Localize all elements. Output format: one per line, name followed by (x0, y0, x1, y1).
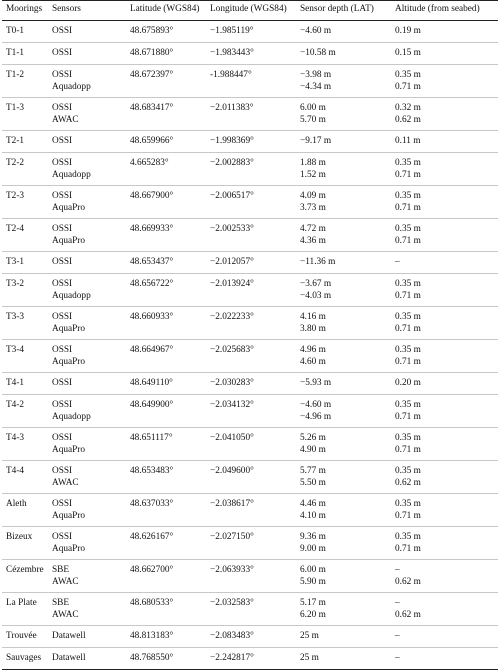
cell-sensor-depth-line: 4.90 m (300, 445, 326, 455)
table-row (2, 395, 498, 428)
cell-sensors-line: AWAC (52, 610, 79, 620)
cell-altitude-line: 0.71 m (395, 357, 421, 367)
table-header (2, 1, 498, 21)
cell-sensors-line: OSSI (52, 158, 73, 168)
cell-sensors-line: AquaPro (52, 324, 86, 334)
cell-sensors (48, 494, 126, 527)
cell-longitude: −2.011383° (210, 103, 254, 113)
table-row (2, 648, 498, 670)
cell-altitude (391, 373, 498, 395)
cell-mooring: La Plate (6, 598, 37, 608)
cell-sensor-depth-line: 25 m (300, 653, 319, 663)
cell-latitude: 48.813183° (130, 631, 174, 641)
cell-latitude: 48.656722° (130, 279, 174, 289)
cell-sensor-depth (296, 219, 391, 252)
cell-altitude-line: 0.32 m (395, 103, 421, 113)
table-row (2, 43, 498, 65)
cell-mooring: T1-1 (6, 48, 25, 58)
cell-latitude: 48.649110° (130, 378, 173, 388)
cell-sensor-depth (296, 274, 391, 307)
cell-sensor-depth (296, 593, 391, 626)
cell-sensor-depth-line: −3.98 m (300, 70, 332, 80)
cell-sensor-depth-line: −11.36 m (300, 257, 336, 267)
cell-sensors-line: Aquadopp (52, 412, 91, 422)
cell-longitude: −2.030283° (210, 378, 254, 388)
cell-longitude: −2.006517° (210, 191, 254, 201)
cell-sensor-depth-line: 6.00 m (300, 103, 326, 113)
header-sensor-depth: Sensor depth (LAT) (296, 1, 391, 21)
cell-altitude (391, 274, 498, 307)
cell-altitude-line: – (395, 598, 400, 608)
cell-sensors-line: Aquadopp (52, 170, 91, 180)
cell-sensor-depth-line: 5.17 m (300, 598, 326, 608)
cell-sensor-depth-line: 4.60 m (300, 357, 326, 367)
cell-altitude-line: – (395, 653, 400, 663)
cell-sensor-depth-line: 25 m (300, 631, 319, 641)
cell-mooring: T2-2 (6, 158, 25, 168)
cell-latitude: 48.672397° (130, 70, 174, 80)
cell-sensor-depth (296, 186, 391, 219)
cell-sensors-line: OSSI (52, 345, 73, 355)
table-row (2, 65, 498, 98)
cell-altitude-line: 0.35 m (395, 224, 421, 234)
cell-sensors (48, 340, 126, 373)
cell-mooring: T2-3 (6, 191, 25, 201)
cell-altitude-line: 0.62 m (395, 478, 421, 488)
cell-sensor-depth (296, 98, 391, 131)
cell-altitude-line: 0.71 m (395, 511, 421, 521)
cell-latitude: 48.653483° (130, 466, 174, 476)
cell-altitude-line: 0.11 m (395, 136, 421, 146)
cell-sensors-line: OSSI (52, 466, 73, 476)
cell-longitude: −1.998369° (210, 136, 254, 146)
cell-sensors-line: OSSI (52, 26, 73, 36)
table-row (2, 373, 498, 395)
cell-sensors-line: OSSI (52, 103, 73, 113)
cell-altitude-line: 0.71 m (395, 82, 421, 92)
cell-sensors-line: AquaPro (52, 357, 86, 367)
cell-latitude: 48.651117° (130, 433, 173, 443)
cell-sensor-depth (296, 43, 391, 65)
cell-sensor-depth-line: −3.67 m (300, 279, 332, 289)
cell-sensor-depth-line: 4.46 m (300, 499, 326, 509)
cell-latitude: 48.768550° (130, 653, 174, 663)
cell-longitude: −2.242817° (210, 653, 254, 663)
cell-mooring: T3-2 (6, 279, 25, 289)
cell-altitude (391, 43, 498, 65)
cell-sensors (48, 560, 126, 593)
cell-mooring: Cézembre (6, 565, 44, 575)
cell-longitude: −2.083483° (210, 631, 254, 641)
cell-altitude (391, 153, 498, 186)
cell-sensors-line: Datawell (52, 631, 86, 641)
cell-sensor-depth (296, 153, 391, 186)
cell-altitude (391, 219, 498, 252)
cell-sensor-depth-line: 5.50 m (300, 478, 326, 488)
cell-sensors (48, 593, 126, 626)
cell-altitude (391, 428, 498, 461)
table-row (2, 527, 498, 560)
cell-sensors-line: OSSI (52, 433, 73, 443)
cell-sensors-line: OSSI (52, 136, 73, 146)
cell-mooring: T4-3 (6, 433, 25, 443)
cell-altitude-line: 0.71 m (395, 236, 421, 246)
cell-mooring: T3-3 (6, 312, 25, 322)
cell-altitude-line: 0.71 m (395, 412, 421, 422)
cell-sensor-depth (296, 626, 391, 648)
cell-sensor-depth (296, 373, 391, 395)
cell-altitude-line: 0.35 m (395, 532, 421, 542)
cell-sensor-depth-line: −4.34 m (300, 82, 332, 92)
cell-longitude: −2.063933° (210, 565, 254, 575)
cell-mooring: T0-1 (6, 26, 25, 36)
cell-latitude: 48.680533° (130, 598, 174, 608)
cell-sensor-depth-line: 3.73 m (300, 203, 326, 213)
cell-sensor-depth-line: 4.96 m (300, 345, 326, 355)
cell-altitude-line: 0.35 m (395, 345, 421, 355)
cell-mooring: T3-1 (6, 257, 25, 267)
cell-altitude (391, 395, 498, 428)
cell-sensor-depth (296, 461, 391, 494)
cell-sensor-depth-line: 9.36 m (300, 532, 326, 542)
table-row (2, 252, 498, 274)
cell-latitude: 48.675893° (130, 26, 174, 36)
cell-sensor-depth (296, 21, 391, 43)
cell-mooring: Sauvages (6, 653, 42, 663)
cell-sensor-depth-line: 5.77 m (300, 466, 326, 476)
table-body (2, 21, 498, 670)
cell-sensor-depth (296, 252, 391, 274)
cell-sensor-depth-line: 9.00 m (300, 544, 326, 554)
cell-longitude: -1.988447° (210, 70, 252, 80)
cell-sensor-depth (296, 428, 391, 461)
cell-sensors (48, 373, 126, 395)
cell-sensors-line: Datawell (52, 653, 86, 663)
header-longitude: Longitude (WGS84) (206, 1, 296, 21)
cell-sensor-depth-line: 6.20 m (300, 610, 326, 620)
cell-sensor-depth-line: 4.36 m (300, 236, 326, 246)
cell-sensors-line: Aquadopp (52, 82, 91, 92)
table-row (2, 131, 498, 153)
cell-sensor-depth-line: 5.26 m (300, 433, 326, 443)
cell-latitude: 48.637033° (130, 499, 174, 509)
cell-sensor-depth-line: 3.80 m (300, 324, 326, 334)
table-row (2, 307, 498, 340)
cell-altitude-line: 0.71 m (395, 544, 421, 554)
cell-sensor-depth-line: −4.60 m (300, 400, 332, 410)
table-row (2, 494, 498, 527)
cell-altitude-line: 0.35 m (395, 158, 421, 168)
table-row (2, 560, 498, 593)
cell-latitude: 48.667900° (130, 191, 174, 201)
cell-altitude (391, 21, 498, 43)
cell-altitude-line: 0.35 m (395, 433, 421, 443)
moorings-table (2, 0, 498, 670)
cell-mooring: Trouvée (6, 631, 37, 641)
cell-altitude (391, 560, 498, 593)
cell-altitude (391, 626, 498, 648)
cell-sensors-line: OSSI (52, 257, 73, 267)
table-row (2, 626, 498, 648)
cell-altitude-line: 0.71 m (395, 324, 421, 334)
header-sensors: Sensors (48, 1, 126, 21)
cell-sensors-line: SBE (52, 565, 70, 575)
cell-altitude (391, 186, 498, 219)
cell-sensors-line: SBE (52, 598, 70, 608)
cell-longitude: −1.983443° (210, 48, 254, 58)
cell-sensor-depth-line: 1.52 m (300, 170, 326, 180)
table-row (2, 98, 498, 131)
cell-sensors (48, 65, 126, 98)
cell-altitude (391, 593, 498, 626)
table-row (2, 340, 498, 373)
table-row (2, 153, 498, 186)
cell-altitude (391, 494, 498, 527)
cell-sensor-depth-line: 4.09 m (300, 191, 326, 201)
table-row (2, 428, 498, 461)
cell-longitude: −2.025683° (210, 345, 254, 355)
cell-altitude-line: 0.35 m (395, 499, 421, 509)
cell-sensor-depth-line: −4.60 m (300, 26, 332, 36)
cell-sensors-line: OSSI (52, 191, 73, 201)
cell-mooring: T2-1 (6, 136, 25, 146)
cell-longitude: −2.041050° (210, 433, 254, 443)
cell-longitude: −1.985119° (210, 26, 254, 36)
cell-mooring: Aleth (6, 499, 27, 509)
cell-altitude-line: 0.62 m (395, 115, 421, 125)
cell-sensors-line: Aquadopp (52, 291, 91, 301)
cell-sensor-depth (296, 340, 391, 373)
cell-longitude: −2.013924° (210, 279, 254, 289)
cell-altitude-line: 0.35 m (395, 466, 421, 476)
header-row (2, 1, 498, 21)
cell-altitude-line: 0.35 m (395, 312, 421, 322)
cell-sensor-depth (296, 494, 391, 527)
cell-sensor-depth (296, 648, 391, 670)
cell-sensor-depth-line: 4.16 m (300, 312, 326, 322)
cell-sensor-depth-line: −9.17 m (300, 136, 332, 146)
cell-sensor-depth (296, 307, 391, 340)
cell-sensor-depth-line: −4.03 m (300, 291, 332, 301)
cell-latitude: 48.683417° (130, 103, 174, 113)
cell-latitude: 48.626167° (130, 532, 174, 542)
cell-mooring: Bizeux (6, 532, 33, 542)
table-row (2, 461, 498, 494)
cell-sensors-line: OSSI (52, 400, 73, 410)
cell-latitude: 48.660933° (130, 312, 174, 322)
cell-altitude-line: 0.71 m (395, 170, 421, 180)
cell-sensors (48, 527, 126, 560)
table-row (2, 219, 498, 252)
cell-altitude (391, 307, 498, 340)
cell-sensor-depth (296, 560, 391, 593)
table-row (2, 593, 498, 626)
cell-altitude-line: – (395, 565, 400, 575)
cell-latitude: 48.671880° (130, 48, 174, 58)
cell-sensors-line: OSSI (52, 312, 73, 322)
cell-latitude: 48.669933° (130, 224, 174, 234)
cell-sensors (48, 21, 126, 43)
cell-altitude-line: 0.19 m (395, 26, 421, 36)
cell-altitude-line: 0.20 m (395, 378, 421, 388)
cell-sensors (48, 131, 126, 153)
cell-altitude-line: 0.35 m (395, 400, 421, 410)
cell-latitude: 48.664967° (130, 345, 174, 355)
cell-mooring: T4-4 (6, 466, 25, 476)
cell-sensor-depth-line: −4.96 m (300, 412, 332, 422)
cell-sensor-depth (296, 131, 391, 153)
cell-sensors-line: OSSI (52, 279, 73, 289)
cell-sensor-depth (296, 527, 391, 560)
table-row (2, 274, 498, 307)
cell-longitude: −2.049600° (210, 466, 254, 476)
cell-longitude: −2.034132° (210, 400, 254, 410)
cell-altitude (391, 65, 498, 98)
cell-sensors-line: AquaPro (52, 544, 86, 554)
cell-altitude-line: 0.35 m (395, 279, 421, 289)
cell-altitude (391, 527, 498, 560)
cell-latitude: 48.653437° (130, 257, 174, 267)
cell-sensors-line: AWAC (52, 115, 79, 125)
cell-mooring: T1-3 (6, 103, 25, 113)
cell-sensor-depth-line: 5.70 m (300, 115, 326, 125)
cell-sensor-depth-line: −10.58 m (300, 48, 336, 58)
cell-mooring: T3-4 (6, 345, 25, 355)
cell-sensor-depth-line: 1.88 m (300, 158, 326, 168)
cell-sensors-line: AWAC (52, 577, 79, 587)
cell-altitude-line: 0.71 m (395, 445, 421, 455)
cell-altitude (391, 252, 498, 274)
cell-sensor-depth (296, 395, 391, 428)
cell-sensors (48, 219, 126, 252)
cell-sensor-depth-line: 4.72 m (300, 224, 326, 234)
cell-altitude-line: – (395, 631, 400, 641)
cell-sensors-line: OSSI (52, 70, 73, 80)
cell-sensors (48, 98, 126, 131)
cell-sensors-line: AquaPro (52, 203, 86, 213)
cell-longitude: −2.038617° (210, 499, 254, 509)
cell-altitude-line: 0.35 m (395, 191, 421, 201)
cell-latitude: 48.662700° (130, 565, 174, 575)
cell-mooring: T4-2 (6, 400, 25, 410)
cell-altitude-line: – (395, 257, 400, 267)
cell-mooring: T2-4 (6, 224, 25, 234)
header-latitude: Latitude (WGS84) (126, 1, 206, 21)
cell-sensors-line: AWAC (52, 478, 79, 488)
cell-sensors-line: OSSI (52, 48, 73, 58)
header-altitude: Altitude (from seabed) (391, 1, 498, 21)
cell-longitude: −2.027150° (210, 532, 254, 542)
cell-sensors (48, 626, 126, 648)
cell-sensors-line: OSSI (52, 224, 73, 234)
cell-sensors-line: AquaPro (52, 236, 86, 246)
cell-altitude (391, 98, 498, 131)
cell-altitude-line: 0.71 m (395, 291, 421, 301)
cell-sensors-line: AquaPro (52, 445, 86, 455)
cell-sensor-depth-line: −5.93 m (300, 378, 332, 388)
cell-sensors (48, 186, 126, 219)
cell-longitude: −2.012057° (210, 257, 254, 267)
cell-altitude (391, 340, 498, 373)
cell-sensors-line: OSSI (52, 499, 73, 509)
cell-longitude: −2.032583° (210, 598, 254, 608)
cell-sensors (48, 153, 126, 186)
cell-altitude (391, 648, 498, 670)
cell-latitude: 4.665283° (130, 158, 169, 168)
cell-sensors (48, 252, 126, 274)
cell-sensors (48, 274, 126, 307)
cell-longitude: −2.002533° (210, 224, 254, 234)
cell-altitude (391, 461, 498, 494)
cell-longitude: −2.022233° (210, 312, 254, 322)
cell-altitude-line: 0.62 m (395, 610, 421, 620)
table-row (2, 21, 498, 43)
cell-altitude (391, 131, 498, 153)
cell-longitude: −2.002883° (210, 158, 254, 168)
cell-sensor-depth-line: 6.00 m (300, 565, 326, 575)
cell-sensors (48, 43, 126, 65)
cell-altitude-line: 0.71 m (395, 203, 421, 213)
header-moorings: Moorings (2, 1, 48, 21)
cell-mooring: T1-2 (6, 70, 25, 80)
cell-sensors (48, 307, 126, 340)
cell-sensors-line: AquaPro (52, 511, 86, 521)
cell-latitude: 48.659966° (130, 136, 174, 146)
cell-altitude-line: 0.15 m (395, 48, 421, 58)
cell-sensor-depth-line: 4.10 m (300, 511, 326, 521)
cell-sensors-line: OSSI (52, 378, 73, 388)
cell-sensors-line: OSSI (52, 532, 73, 542)
cell-sensor-depth (296, 65, 391, 98)
cell-sensors (48, 395, 126, 428)
cell-altitude-line: 0.62 m (395, 577, 421, 587)
cell-mooring: T4-1 (6, 378, 25, 388)
cell-altitude-line: 0.35 m (395, 70, 421, 80)
cell-sensor-depth-line: 5.90 m (300, 577, 326, 587)
table-row (2, 186, 498, 219)
cell-sensors (48, 648, 126, 670)
cell-latitude: 48.649900° (130, 400, 174, 410)
cell-sensors (48, 461, 126, 494)
cell-sensors (48, 428, 126, 461)
